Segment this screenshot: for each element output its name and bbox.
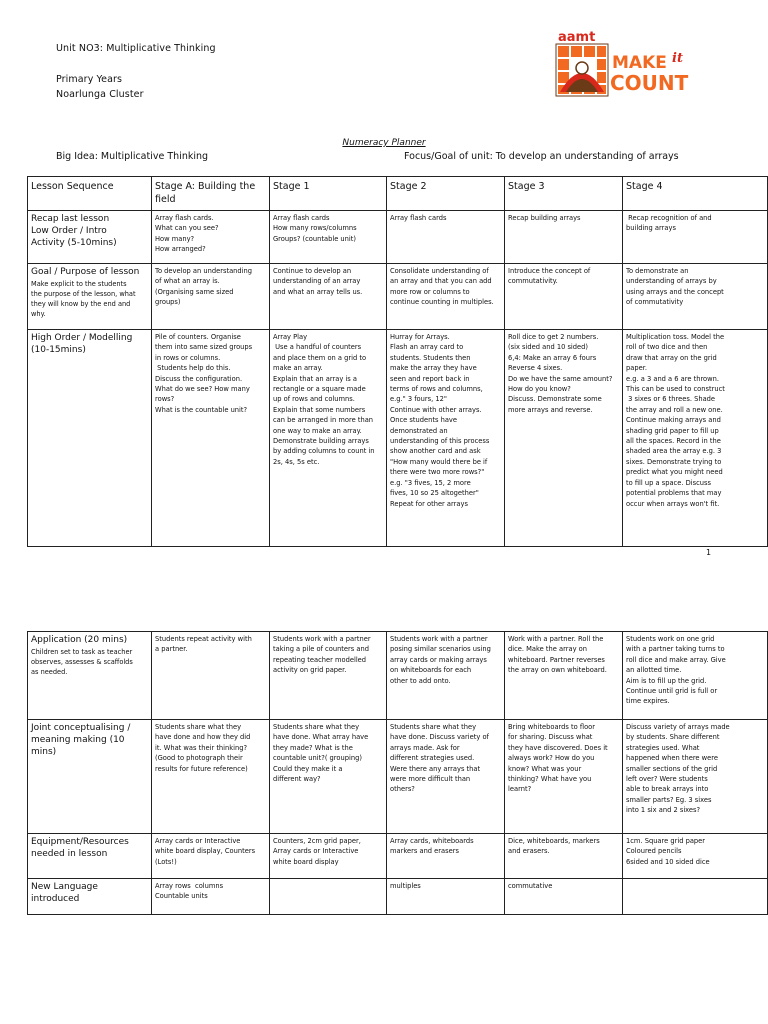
cell-line: Counters, 2cm grid paper, — [273, 837, 361, 845]
cell-line: Array rows columns — [155, 882, 224, 890]
cell-line: one way to make an array. — [273, 426, 362, 435]
cell-line: shaded area the array e.g. 3 — [626, 447, 722, 456]
cell-line: Students share what they — [273, 723, 360, 731]
cell-line: Repeat for other arrays — [390, 499, 468, 508]
cell-line: continue counting in multiples. — [390, 298, 494, 307]
cell-line: array cards or making arrays — [390, 655, 487, 664]
cell-line: Reverse 4 sixes. — [508, 364, 563, 373]
table-cell — [152, 632, 270, 720]
cell-line: show another card and ask — [390, 447, 481, 456]
cell-line: To develop an understanding — [155, 267, 252, 275]
table-cell — [270, 834, 387, 879]
cell-line: Pile of counters. Organise — [155, 333, 241, 341]
cell-line: other to add onto. — [390, 676, 451, 685]
cell-line: to fill up a space. Discuss — [626, 478, 711, 487]
row-label-line: needed in lesson — [31, 849, 108, 859]
cell-line: on whiteboards for each — [390, 666, 472, 675]
table-cell — [152, 211, 270, 264]
cell-line: strategies used. What — [626, 743, 700, 752]
page-number: 1 — [706, 548, 712, 557]
cell-line: Introduce the concept of — [508, 267, 591, 275]
cell-line: paper. — [626, 364, 647, 373]
cell-line: Recap building arrays — [508, 214, 581, 222]
cell-line: a partner. — [155, 645, 188, 654]
table-cell — [387, 879, 505, 915]
cell-line: using arrays and the concept — [626, 287, 724, 296]
cell-line: Dice, whiteboards, markers — [508, 837, 600, 845]
cell-line: of commutativity — [626, 298, 684, 307]
cell-line: commutative — [508, 882, 553, 890]
cell-line: have done. What array have — [273, 733, 369, 742]
cell-line: into 1 six and 2 sixes? — [626, 806, 701, 815]
table-cell — [270, 211, 387, 264]
row-label-description-line: as needed. — [31, 668, 68, 676]
cell-line: What do we see? How many — [155, 385, 250, 394]
cell-line: (Lots!) — [155, 857, 177, 866]
cell-line: Array flash cards. — [155, 214, 214, 222]
cell-line: Bring whiteboards to floor — [508, 723, 596, 731]
cell-line: in rows or columns. — [155, 353, 221, 362]
cell-line: Discuss variety of arrays made — [626, 723, 730, 731]
cell-line: Students share what they — [390, 723, 477, 731]
table-cell — [152, 720, 270, 834]
cell-line: Recap recognition of and — [626, 214, 712, 222]
cell-line: taking a pile of counters and — [273, 645, 369, 654]
table-row — [28, 211, 768, 264]
cell-line: roll of two dice and then — [626, 343, 708, 352]
row-label-line: meaning making (10 mins) — [31, 735, 125, 757]
cell-line: Students share what they — [155, 723, 242, 731]
cell-line: whiteboard. Partner reverses — [508, 655, 605, 664]
cell-line: Explain that some numbers — [273, 405, 366, 414]
table-row — [28, 879, 768, 915]
cell-line: seen and report back in — [390, 374, 470, 383]
cell-line: Array cards, whiteboards — [390, 837, 474, 845]
cell-line: dice. Make the array on — [508, 645, 587, 654]
cell-line: (six sided and 10 sided) — [508, 343, 589, 352]
cell-line: and place them on a grid to — [273, 353, 367, 362]
cell-line: Countable units — [155, 892, 208, 901]
cell-line: predict what you might need — [626, 468, 723, 477]
cell-line: they have discovered. Does it — [508, 743, 608, 752]
row-label-description-line: why. — [31, 310, 46, 318]
cell-line: Consolidate understanding of — [390, 267, 489, 275]
cell-line: Use a handful of counters — [273, 343, 362, 352]
cell-line: posing similar scenarios using — [390, 645, 491, 654]
table-cell — [270, 632, 387, 720]
table-cell — [505, 632, 623, 720]
cell-line: Groups? (countable unit) — [273, 234, 357, 243]
cell-line: terms of rows and columns, — [390, 385, 483, 394]
unit-title: Unit NO3: Multiplicative Thinking — [56, 43, 216, 54]
cell-line: potential problems that may — [626, 489, 722, 498]
cell-line: 2s, 4s, 5s etc. — [273, 457, 320, 466]
logo-count: COUNT — [610, 71, 689, 95]
cell-line: an allotted time. — [626, 666, 682, 675]
cell-line: Array flash cards — [390, 214, 447, 222]
cell-line: by adding columns to count in — [273, 447, 375, 456]
table-cell — [270, 330, 387, 547]
cell-line: make an array. — [273, 364, 323, 373]
row-label-line: (10-15mins) — [31, 345, 86, 355]
cell-line: results for future reference) — [155, 764, 248, 773]
table-cell — [387, 632, 505, 720]
cell-line: more row or columns to — [390, 287, 470, 296]
cell-line: all the spaces. Record in the — [626, 437, 721, 446]
planner-table-1 — [27, 176, 768, 547]
cell-line: sixes. Demonstrate trying to — [626, 457, 722, 466]
cluster-name: Noarlunga Cluster — [56, 89, 144, 100]
cell-line: Work with a partner. Roll the — [508, 635, 604, 643]
cell-line: by students. Share different — [626, 733, 720, 742]
table-row — [28, 632, 768, 720]
cell-line: were more difficult than — [390, 775, 471, 784]
table-cell — [387, 211, 505, 264]
cell-line: What is the countable unit? — [155, 405, 248, 414]
cell-line: understanding of arrays by — [626, 277, 717, 286]
table-cell — [623, 632, 768, 720]
cell-line: Array cards or Interactive — [273, 847, 359, 856]
cell-line: Students work with a partner — [273, 635, 371, 643]
cell-line: them into same sized groups — [155, 343, 253, 352]
table-cell — [270, 264, 387, 330]
cell-line: Students help do this. — [155, 364, 231, 373]
table-cell — [505, 720, 623, 834]
cell-line: and erasers. — [508, 847, 550, 856]
cell-line: always work? How do you — [508, 754, 595, 763]
cell-line: How many? — [155, 234, 195, 243]
cell-line: for sharing. Discuss what — [508, 733, 593, 742]
table-cell — [505, 834, 623, 879]
cell-line: Continue to develop an — [273, 267, 352, 275]
row-label-line: Equipment/Resources — [31, 837, 129, 847]
row-label-description-line: the purpose of the lesson, what — [31, 290, 136, 298]
cell-line: different strategies used. — [390, 754, 475, 763]
cell-line: more arrays and reverse. — [508, 405, 593, 414]
cell-line: 6,4: Make an array 6 fours — [508, 353, 597, 362]
cell-line: understanding of this process — [390, 437, 490, 446]
cell-line: How arranged? — [155, 245, 206, 254]
cell-line: make the array they have — [390, 364, 477, 373]
table-cell — [505, 879, 623, 915]
cell-line: Flash an array card to — [390, 343, 464, 352]
row-label-description-line: Children set to task as teacher — [31, 648, 133, 656]
cell-line: e.g. "3 fives, 15, 2 more — [390, 478, 471, 487]
cell-line: others? — [390, 785, 415, 794]
page-title: Numeracy Planner — [342, 138, 426, 148]
table-row — [28, 834, 768, 879]
cell-line: Array flash cards — [273, 214, 330, 222]
cell-line: groups) — [155, 298, 181, 307]
cell-line: e.g. a 3 and a 6 are thrown. — [626, 374, 719, 383]
cell-line: Students work with a partner — [390, 635, 488, 643]
cell-line: have done and how they did — [155, 733, 251, 742]
cell-line: commutativity. — [508, 277, 558, 286]
cell-line: draw that array on the grid — [626, 353, 717, 362]
cell-line: 6sided and 10 sided dice — [626, 857, 710, 866]
table-cell — [387, 330, 505, 547]
cell-line: markers and erasers — [390, 847, 459, 856]
row-label-description — [31, 279, 148, 319]
cell-line: smaller sections of the grid — [626, 764, 718, 773]
planner-table-2 — [27, 631, 768, 915]
cell-line: have done. Discuss variety of — [390, 733, 489, 742]
cell-line: (Organising same sized — [155, 287, 234, 296]
cell-line: the array and roll a new one. — [626, 405, 723, 414]
row-label-line: New Language introduced — [31, 882, 98, 904]
col-stage-a: Stage A: Building the field — [152, 177, 270, 211]
cell-line: How do you know? — [508, 385, 571, 394]
row-label-description-line: they will know by the end and — [31, 300, 131, 308]
row-label — [28, 879, 152, 915]
table-cell — [387, 834, 505, 879]
cell-line: Roll dice to get 2 numbers. — [508, 333, 599, 341]
table-cell — [623, 879, 768, 915]
cell-line: e.g." 3 fours, 12" — [390, 395, 447, 404]
cell-line: Continue until grid is full or — [626, 687, 718, 696]
table-cell — [505, 211, 623, 264]
cell-line: with a partner taking turns to — [626, 645, 725, 654]
cell-line: Array Play — [273, 333, 308, 341]
logo-it: it — [672, 51, 683, 66]
cell-line: able to break arrays into — [626, 785, 709, 794]
cell-line: Array cards or Interactive — [155, 837, 241, 845]
cell-line: know? What was your — [508, 764, 582, 773]
cell-line: shading grid paper to fill up — [626, 426, 719, 435]
cell-line: What can you see? — [155, 224, 219, 233]
cell-line: smaller parts? Eg. 3 sixes — [626, 795, 712, 804]
table-row — [28, 720, 768, 834]
cell-line: Were there any arrays that — [390, 764, 481, 773]
col-stage-1: Stage 1 — [270, 177, 387, 211]
cell-line: Could they make it a — [273, 764, 343, 773]
cell-line: there were two more rows?" — [390, 468, 485, 477]
row-label-description — [31, 647, 148, 677]
cell-line: they made? What is the — [273, 743, 353, 752]
logo-make: MAKE — [612, 53, 667, 73]
cell-line: of what an array is. — [155, 277, 220, 286]
table-row — [28, 330, 768, 547]
table-cell — [270, 879, 387, 915]
cell-line: an array and that you can add — [390, 277, 492, 286]
cell-line: Aim is to fill up the grid. — [626, 676, 707, 685]
cell-line: Coloured pencils — [626, 847, 682, 856]
logo-org: aamt — [558, 30, 596, 45]
cell-line: 1cm. Square grid paper — [626, 837, 706, 845]
row-label-line: Application (20 mins) — [31, 635, 128, 645]
cell-line: up of rows and columns. — [273, 395, 355, 404]
table-cell — [623, 211, 768, 264]
cell-line: white board display, Counters — [155, 847, 256, 856]
cell-line: Students work on one grid — [626, 635, 715, 643]
cell-line: roll dice and make array. Give — [626, 655, 726, 664]
cell-line: Discuss. Demonstrate some — [508, 395, 602, 404]
cell-line: Students repeat activity with — [155, 635, 252, 643]
cell-line: multiples — [390, 882, 421, 890]
row-label-line: Joint conceptualising / — [31, 723, 131, 733]
cell-line: Multiplication toss. Model the — [626, 333, 725, 341]
unit-focus: Focus/Goal of unit: To develop an understanding of arrays — [404, 151, 679, 162]
cell-line: students. Students then — [390, 353, 471, 362]
cell-line: This can be used to construct — [626, 385, 725, 394]
table-cell — [152, 834, 270, 879]
table-cell — [152, 330, 270, 547]
cell-line: Do we have the same amount? — [508, 374, 613, 383]
table-cell — [387, 720, 505, 834]
big-idea: Big Idea: Multiplicative Thinking — [56, 151, 209, 162]
row-label — [28, 211, 152, 264]
cell-line: occur when arrays won't fit. — [626, 499, 720, 508]
table-cell — [152, 879, 270, 915]
cell-line: the array on own whiteboard. — [508, 666, 607, 675]
cell-line: fives, 10 so 25 altogether" — [390, 489, 479, 498]
row-label-line: Activity (5-10mins) — [31, 238, 117, 248]
table-cell — [505, 264, 623, 330]
cell-line: Explain that an array is a — [273, 374, 358, 383]
cell-line: building arrays — [626, 224, 676, 233]
col-stage-3: Stage 3 — [505, 177, 623, 211]
row-label-line: Low Order / Intro — [31, 226, 107, 236]
aamt-make-it-count-logo — [536, 30, 706, 102]
table-cell — [623, 330, 768, 547]
cell-line: and what an array tells us. — [273, 287, 363, 296]
cell-line: How many rows/columns — [273, 224, 357, 233]
cell-line: thinking? What have you — [508, 775, 592, 784]
table-cell — [623, 720, 768, 834]
table-cell — [623, 264, 768, 330]
cell-line: different way? — [273, 775, 321, 784]
cell-line: Hurray for Arrays. — [390, 333, 450, 341]
table-cell — [152, 264, 270, 330]
row-label — [28, 834, 152, 879]
cell-line: time expires. — [626, 697, 670, 706]
cell-line: learnt? — [508, 785, 532, 794]
row-label — [28, 330, 152, 547]
cell-line: (Good to photograph their — [155, 754, 243, 763]
cell-line: white board display — [273, 857, 339, 866]
cell-line: arrays made. Ask for — [390, 743, 460, 752]
row-label — [28, 720, 152, 834]
cell-line: happened when there were — [626, 754, 718, 763]
cell-line: Continue with other arrays. — [390, 405, 482, 414]
cell-line: countable unit?( grouping) — [273, 754, 362, 763]
cell-line: rectangle or a square made — [273, 385, 366, 394]
table-cell — [623, 834, 768, 879]
primary-years: Primary Years — [56, 74, 123, 85]
table-cell — [387, 264, 505, 330]
row-label-line: Goal / Purpose of lesson — [31, 267, 140, 277]
row-label-line: High Order / Modelling — [31, 333, 133, 343]
col-lesson-sequence: Lesson Sequence — [28, 177, 152, 211]
cell-line: Once students have — [390, 416, 458, 425]
row-label-line: Recap last lesson — [31, 214, 110, 224]
row-label-description-line: Make explicit to the students — [31, 280, 127, 288]
cell-line: repeating teacher modelled — [273, 655, 367, 664]
table-cell — [270, 720, 387, 834]
cell-line: 3 sixes or 6 threes. Shade — [626, 395, 716, 404]
col-stage-4: Stage 4 — [623, 177, 768, 211]
cell-line: left over? Were students — [626, 775, 708, 784]
cell-line: rows? — [155, 395, 175, 404]
cell-line: Discuss the configuration. — [155, 374, 243, 383]
col-stage-2: Stage 2 — [387, 177, 505, 211]
cell-line: demonstrated an — [390, 426, 448, 435]
table-row — [28, 264, 768, 330]
row-label — [28, 632, 152, 720]
cell-line: To demonstrate an — [626, 267, 689, 275]
cell-line: Continue making arrays and — [626, 416, 721, 425]
cell-line: it. What was their thinking? — [155, 743, 248, 752]
cell-line: "How many would there be if — [390, 457, 488, 466]
table-cell — [505, 330, 623, 547]
row-label-description-line: observes, assesses & scaffolds — [31, 658, 133, 666]
row-label — [28, 264, 152, 330]
cell-line: Demonstrate building arrays — [273, 437, 369, 446]
cell-line: can be arranged in more than — [273, 416, 374, 425]
cell-line: understanding of an array — [273, 277, 361, 286]
cell-line: activity on grid paper. — [273, 666, 347, 675]
